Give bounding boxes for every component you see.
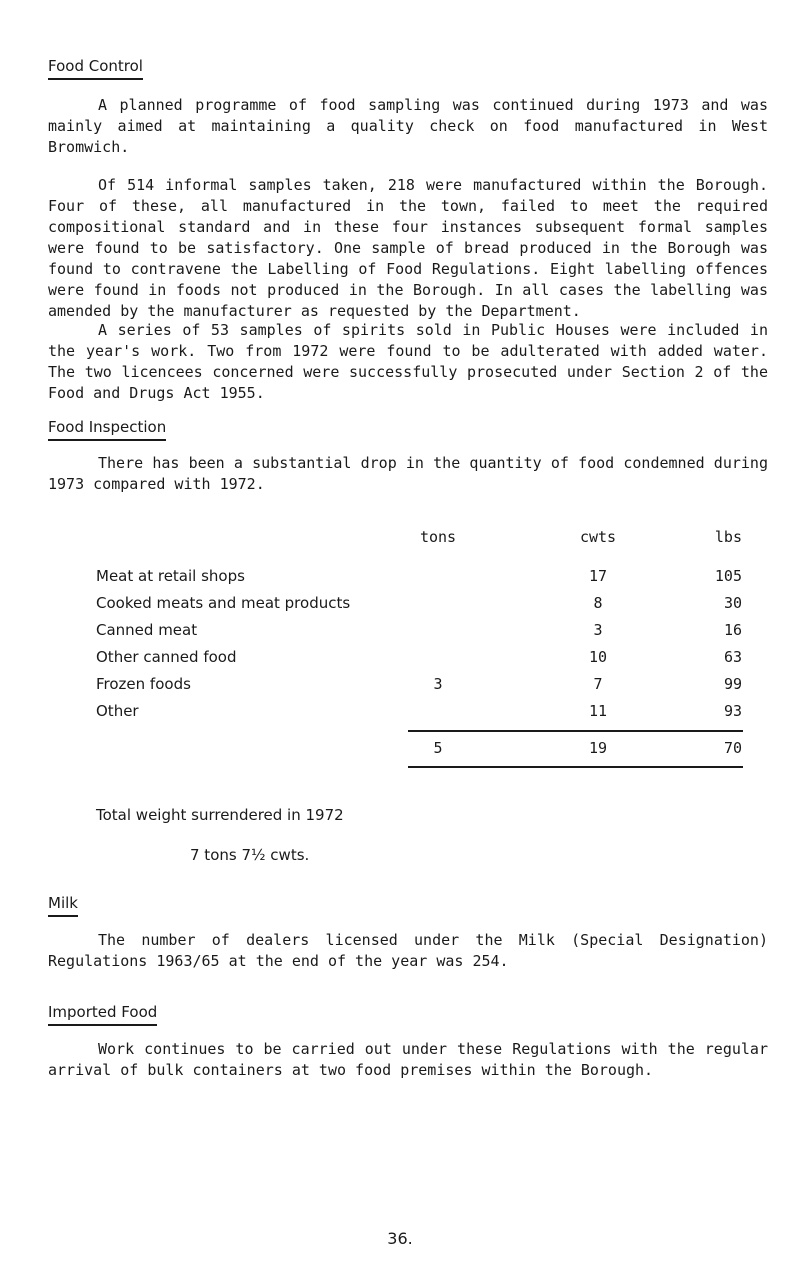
row-lbs: 16 (723, 621, 742, 639)
milk-paragraph: The number of dealers licensed under the Milk (Special Designation) Regulations 1963/65 at the end of the year was 254. (48, 931, 768, 970)
imported-food-heading: Imported Food (48, 1002, 157, 1026)
header-cwts: cwts (579, 528, 617, 546)
row-lbs: 105 (714, 567, 742, 585)
row-lbs: 93 (723, 702, 742, 720)
header-lbs: lbs (714, 528, 742, 546)
row-cwts: 7 (593, 675, 603, 693)
total-lbs: 70 (723, 739, 742, 757)
total-cwts: 19 (588, 739, 608, 757)
table-row (0, 701, 800, 725)
row-label: Meat at retail shops (96, 567, 245, 585)
row-label: Cooked meats and meat products (96, 594, 351, 612)
imported-food-paragraph: Work continues to be carried out under these Regulations with the regular arrival of bulk containers at two food premises within the Borough. (48, 1040, 768, 1079)
row-cwts: 10 (588, 648, 608, 666)
row-cwts: 11 (588, 702, 608, 720)
row-label: Canned meat (96, 621, 198, 639)
food-inspection-heading: Food Inspection (48, 417, 166, 441)
food-control-paragraph-1: A planned programme of food sampling was continued during 1973 and was mainly aimed at maintaining a quality check on food manufactured in West Bromwich. (48, 96, 768, 156)
food-control-paragraph-2: Of 514 informal samples taken, 218 were manufactured within the Borough. Four of these, all manufactured in the town, failed to meet the required compositional standard and in these four instances subsequent formal samples were found to be satisfactory. One sample of bread produced in the Borough was found to contravene the Labelling of Food Regulations. Eight labelling offences were found in foods not produced in the Borough. In all cases the labelling was amended by the manufacturer as requested by the Department. (48, 176, 768, 320)
table-row (0, 593, 800, 617)
row-label: Other canned food (96, 648, 237, 666)
food-inspection-paragraph: There has been a substantial drop in the quantity of food condemned during 1973 compared with 1972. (48, 454, 768, 493)
row-label: Frozen foods (96, 675, 191, 693)
row-lbs: 63 (723, 648, 742, 666)
surrendered-label: Total weight surrendered in 1972 (96, 806, 344, 824)
table-row (0, 647, 800, 671)
table-total-row (0, 738, 800, 762)
row-cwts: 3 (593, 621, 603, 639)
food-control-paragraph-3: A series of 53 samples of spirits sold in Public Houses were included in the year's work. Two from 1972 were found to be adulterated with added water. The two licencees concerned were successfully prosecuted under Section 2 of the Food and Drugs Act 1955. (48, 321, 768, 402)
food-control-heading: Food Control (48, 56, 143, 80)
row-cwts: 17 (588, 567, 608, 585)
total-rule-bottom (408, 766, 743, 768)
header-tons: tons (419, 528, 457, 546)
row-lbs: 99 (723, 675, 742, 693)
total-rule-top (408, 730, 743, 732)
table-row (0, 674, 800, 698)
table-row (0, 566, 800, 590)
row-lbs: 30 (723, 594, 742, 612)
milk-heading: Milk (48, 893, 78, 917)
table-row (0, 620, 800, 644)
row-label: Other (96, 702, 139, 720)
total-tons: 5 (433, 739, 443, 757)
row-tons: 3 (433, 675, 443, 693)
table-header (0, 527, 800, 548)
row-cwts: 8 (593, 594, 603, 612)
surrendered-value: 7 tons 7½ cwts. (190, 846, 310, 864)
page-number: 36. (387, 1229, 413, 1248)
